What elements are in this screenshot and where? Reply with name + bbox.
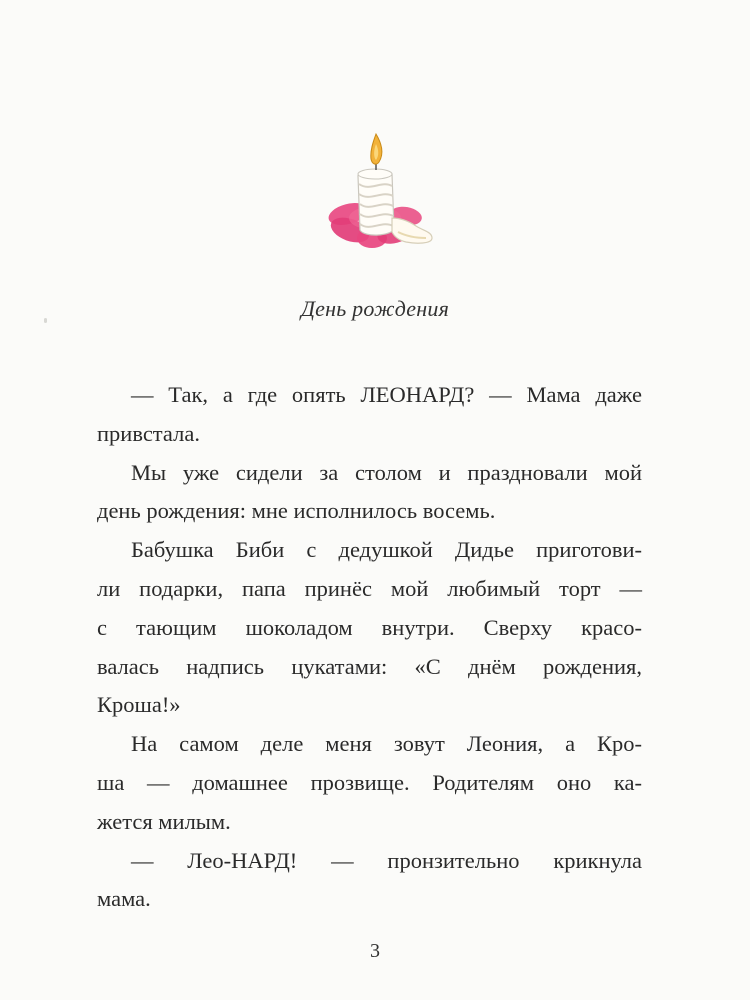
text-line: с тающим шоколадом внутри. Сверху красо-	[97, 614, 642, 640]
text-line: привстала.	[97, 420, 200, 446]
chapter-body	[97, 376, 642, 919]
page-number: 3	[370, 940, 380, 962]
candle-icon	[320, 132, 442, 262]
text-line: На самом деле меня зовут Леония, а Кро-	[131, 731, 642, 757]
text-line: — Так, а где опять ЛЕОНАРД? — Мама даже	[131, 382, 642, 407]
text-line: мама.	[97, 886, 151, 912]
text-line: день рождения: мне исполнилось восемь.	[97, 498, 496, 524]
text-line: валась надпись цукатами: «С днём рождения,	[97, 653, 642, 679]
text-line: Кроша!»	[97, 692, 181, 718]
text-line: ли подарки, папа принёс мой любимый торт —	[97, 575, 642, 601]
text-line: — Лео-НАРД! — пронзительно крикнула	[131, 847, 642, 873]
text-line: жется милым.	[97, 808, 231, 834]
text-line: ша — домашнее прозвище. Родителям оно ка-	[97, 769, 642, 795]
candle-body	[358, 169, 432, 243]
candle-flame	[371, 134, 382, 170]
text-line: Бабушка Биби с дедушкой Дидье приготови-	[131, 537, 642, 563]
text-line: Мы уже сидели за столом и праздновали мой	[131, 459, 642, 485]
chapter-title: День рождения	[300, 296, 449, 321]
